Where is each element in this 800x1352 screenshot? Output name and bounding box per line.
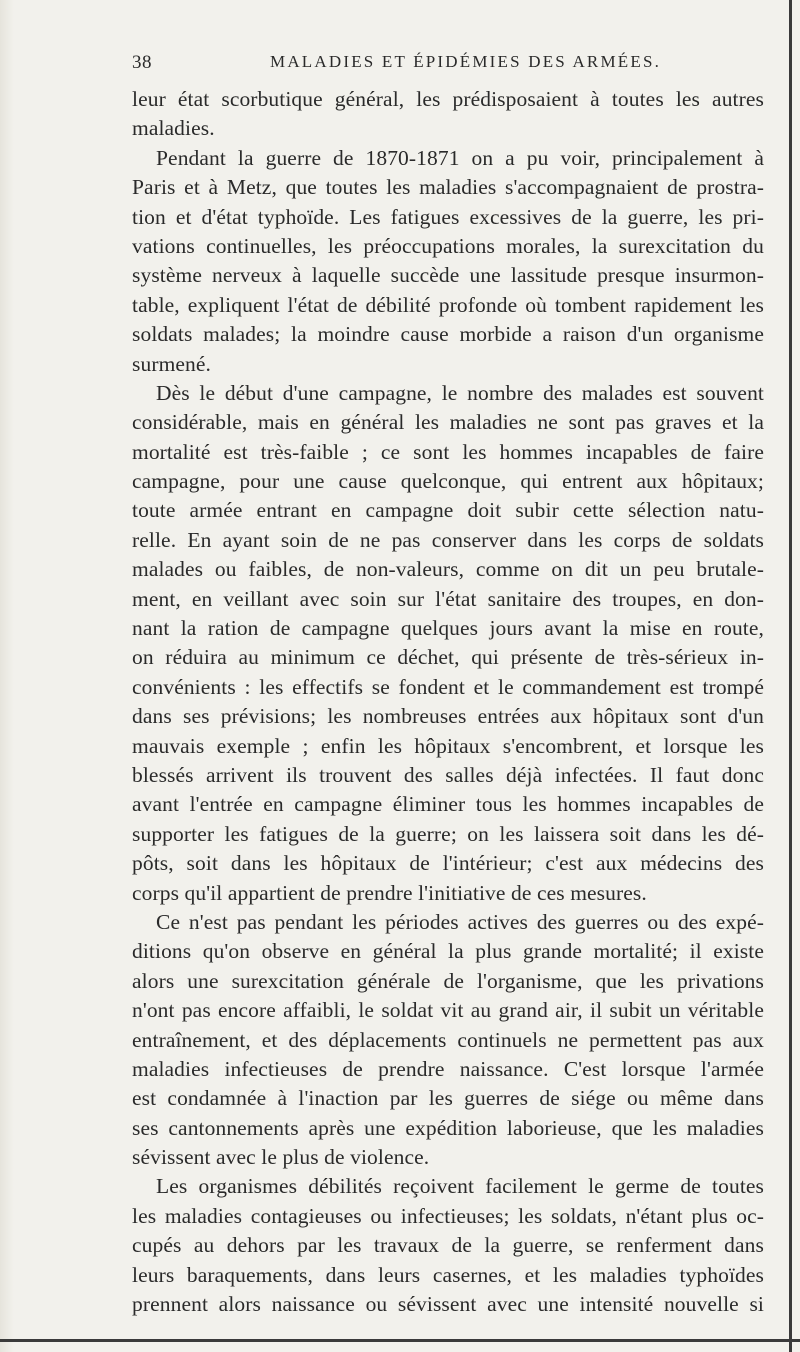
text-line: les maladies contagieuses ou infectieuses; les soldats, n'étant plus oc-: [132, 1203, 764, 1228]
text-line: Pendant la guerre de 1870-1871 on a pu voir, principalement à: [156, 145, 764, 170]
text-line: nant la ration de campagne quelques jours avant la mise en route,: [132, 616, 764, 641]
scan-right-border: [789, 0, 792, 1352]
text-line: leurs baraquements, dans leurs casernes, et les maladies typhoïdes: [132, 1262, 764, 1287]
page-header: [132, 52, 764, 82]
text-line: supporter les fatigues de la guerre; on les laissera soit dans les dé-: [132, 821, 764, 846]
running-title: MALADIES ET ÉPIDÉMIES DES ARMÉES.: [270, 52, 662, 71]
text-line: considérable, mais en général les maladies ne sont pas graves et la: [132, 410, 764, 435]
text-line: Dès le début d'une campagne, le nombre des malades est souvent: [156, 380, 764, 405]
text-line: avant l'entrée en campagne éliminer tous les hommes incapables de: [132, 792, 764, 817]
text-line: dans ses prévisions; les nombreuses entrées aux hôpitaux sont d'un: [132, 704, 764, 729]
text-line: campagne, pour une cause quelconque, qui entrent aux hôpitaux;: [132, 469, 764, 494]
text-line: tion et d'état typhoïde. Les fatigues excessives de la guerre, les pri-: [132, 204, 764, 229]
text-line: pôts, soit dans les hôpitaux de l'intérieur; c'est aux médecins des: [132, 851, 764, 876]
text-line: relle. En ayant soin de ne pas conserver dans les corps de soldats: [132, 527, 764, 552]
page-number: 38: [132, 52, 152, 73]
text-line: on réduira au minimum ce déchet, qui présente de très-sérieux in-: [132, 645, 764, 670]
text-line: surmené.: [132, 351, 212, 376]
text-line: leur état scorbutique général, les prédisposaient à toutes les autres: [132, 87, 764, 111]
text-line: sévissent avec le plus de violence.: [132, 1145, 430, 1170]
text-line: est condamnée à l'inaction par les guerres de siége ou même dans: [132, 1086, 764, 1111]
text-line: convénients : les effectifs se fondent et le commandement est trompé: [132, 674, 764, 699]
text-line: ditions qu'on observe en général la plus grande mortalité; il existe: [132, 939, 764, 964]
text-line: maladies.: [132, 116, 215, 141]
text-line: cupés au dehors par les travaux de la guerre, se renferment dans: [132, 1233, 764, 1258]
text-line: mauvais exemple ; enfin les hôpitaux s'encombrent, et lorsque les: [132, 733, 764, 758]
text-line: corps qu'il appartient de prendre l'initiative de ces mesures.: [132, 880, 647, 905]
text-line: toute armée entrant en campagne doit subir cette sélection natu-: [132, 498, 764, 523]
text-line: Paris et à Metz, que toutes les maladies s'accompagnaient de prostra-: [132, 175, 764, 200]
text-line: mortalité est très-faible ; ce sont les hommes incapables de faire: [132, 439, 764, 464]
body-text: [132, 85, 764, 1319]
text-line: système nerveux à laquelle succède une lassitude presque insurmon-: [132, 263, 764, 288]
text-line: entraînement, et des déplacements continuels ne permettent pas aux: [132, 1027, 764, 1052]
text-line: prennent alors naissance ou sévissent avec une intensité nouvelle si: [132, 1292, 764, 1317]
text-line: n'ont pas encore affaibli, le soldat vit au grand air, il subit un véritable: [132, 998, 764, 1023]
scan-bottom-border: [0, 1339, 800, 1342]
text-line: Les organismes débilités reçoivent facilement le germe de toutes: [156, 1174, 764, 1199]
text-line: blessés arrivent ils trouvent des salles déjà infectées. Il faut donc: [132, 762, 764, 787]
page-left-edge-shadow: [0, 0, 14, 1352]
text-line: vations continuelles, les préoccupations morales, la surexcitation du: [132, 233, 764, 258]
text-line: maladies infectieuses de prendre naissance. C'est lorsque l'armée: [132, 1056, 764, 1081]
text-line: ses cantonnements après une expédition laborieuse, que les maladies: [132, 1115, 764, 1140]
text-line: table, expliquent l'état de débilité profonde où tombent rapidement les: [132, 292, 764, 317]
text-line: ment, en veillant avec soin sur l'état sanitaire des troupes, en don-: [132, 586, 764, 611]
text-line: Ce n'est pas pendant les périodes actives des guerres ou des expé-: [156, 909, 764, 934]
text-line: malades ou faibles, de non-valeurs, comme on dit un peu brutale-: [132, 557, 764, 582]
text-line: alors une surexcitation générale de l'organisme, que les privations: [132, 968, 764, 993]
text-line: soldats malades; la moindre cause morbide a raison d'un organisme: [132, 322, 764, 347]
